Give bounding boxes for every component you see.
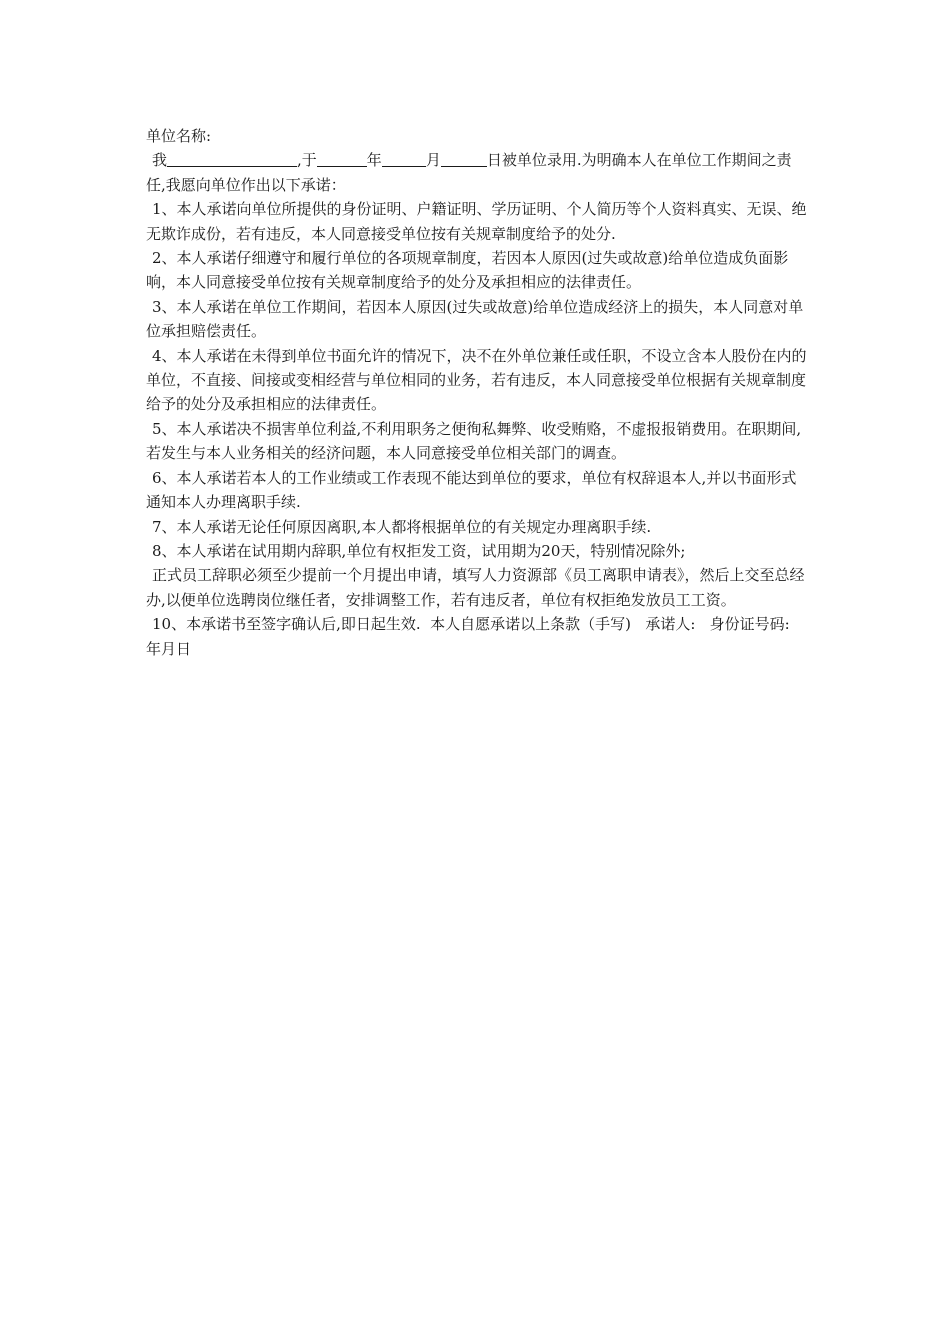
unit-name-label: 单位名称:	[146, 127, 212, 145]
clause-5: 5、本人承诺决不损害单位利益,不利用职务之便徇私舞弊、收受贿赂，不虚报报销费用。在职期间,若发生与本人业务相关的经济问题，本人同意接受单位相关部门的调查。	[146, 419, 802, 463]
intro-paragraph	[146, 148, 810, 197]
clause-2: 2、本人承诺仔细遵守和履行单位的各项规章制度，若因本人原因(过失或故意)给单位造成负面影响，本人同意接受单位按有关规章制度给予的处分及承担相应的法律责任。	[146, 249, 789, 292]
intro-yu: ,于	[297, 151, 317, 170]
month-blank[interactable]	[382, 152, 426, 167]
clause-4: 4、本人承诺在未得到单位书面允许的情况下，决不在外单位兼任或任职，不设立含本人股份在内的单位，不直接、间接或变相经营与单位相同的业务，若有违反，本人同意接受单位根据有关规章制度给予的处分及承担相应的法律责任。	[146, 346, 807, 414]
clause-resignation: 正式员工辞职必须至少提前一个月提出申请，填写人力资源部《员工离职申请表》，然后上交至总经办,以便单位选聘岗位继任者，安排调整工作，若有违反者，单位有权拒绝发放员工工资。	[146, 566, 805, 609]
intro-month: 月	[425, 151, 441, 170]
commitment-document	[146, 124, 814, 661]
year-blank[interactable]	[317, 152, 367, 167]
day-blank[interactable]	[441, 152, 487, 167]
intro-rest: 日被单位录用.为明确本人在单位工作期间之责任,我愿向单位作出以下承诺：	[146, 151, 792, 194]
clause-6: 6、本人承诺若本人的工作业绩或工作表现不能达到单位的要求，单位有权辞退本人,并以书面形式通知本人办理离职手续.	[146, 468, 797, 512]
clause-8: 8、本人承诺在试用期内辞职,单位有权拒发工资，试用期为20天，特别情况除外;	[152, 541, 686, 560]
clause-10-signature: 10、本承诺书至签字确认后,即日起生效. 本人自愿承诺以上条款（手写) 承诺人: 身份证号码: 年月日	[146, 615, 814, 658]
name-blank[interactable]	[167, 152, 297, 167]
intro-prefix: 我	[152, 151, 168, 170]
clause-1: 1、本人承诺向单位所提供的身份证明、户籍证明、学历证明、个人简历等个人资料真实、无误、绝无欺诈成份，若有违反，本人同意接受单位按有关规章制度给予的处分.	[146, 200, 807, 243]
clause-3: 3、本人承诺在单位工作期间，若因本人原因(过失或故意)给单位造成经济上的损失，本人同意对单位承担赔偿责任。	[146, 297, 804, 341]
intro-year: 年	[366, 151, 382, 170]
clause-7: 7、本人承诺无论任何原因离职,本人都将根据单位的有关规定办理离职手续.	[152, 517, 652, 536]
